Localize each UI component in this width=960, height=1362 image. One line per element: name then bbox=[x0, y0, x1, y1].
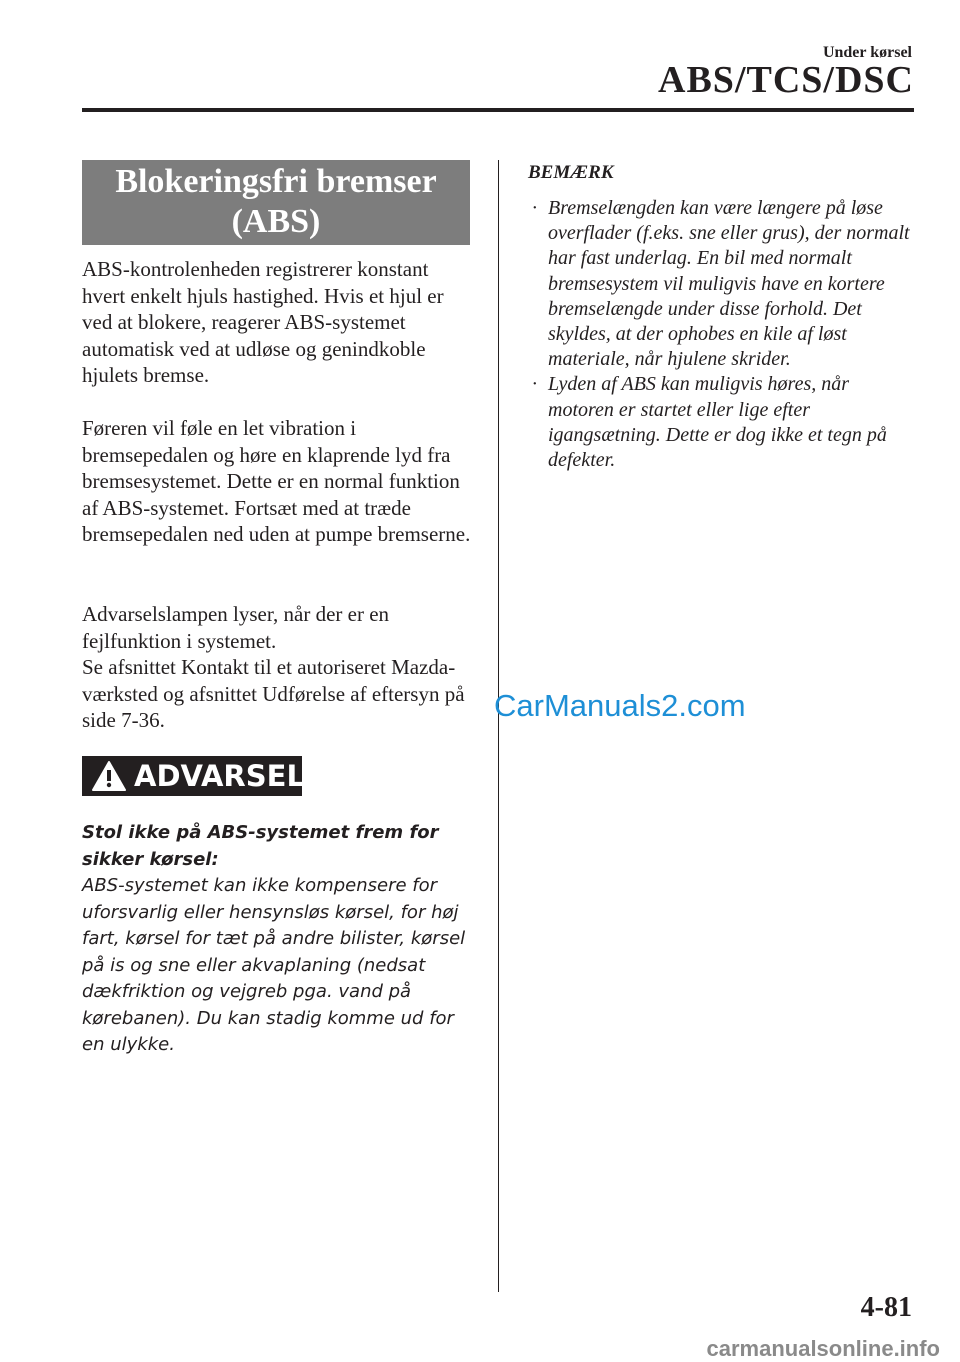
paragraph-vibration: Føreren vil føle en let vibration i bremsepedalen og høre en klaprende lyd fra bremsesystemet. Dette er en normal funktion af ABS-systemet. Fortsæt med at træde bremsepedalen ned uden at pumpe bremserne. bbox=[82, 416, 471, 546]
section-title-line1: Blokeringsfri bremser bbox=[115, 163, 437, 200]
header-section: Under kørsel bbox=[822, 44, 912, 61]
warning-label: ADVARSEL bbox=[134, 759, 305, 793]
body-paragraphs bbox=[82, 256, 474, 389]
warning-triangle-icon bbox=[91, 760, 127, 792]
body-paragraph-block-3 bbox=[82, 601, 474, 734]
note-heading: BEMÆRK bbox=[528, 162, 614, 183]
bullet-icon: · bbox=[532, 197, 537, 219]
warning-heading: Stol ikke på ABS-systemet frem for sikker kørsel: bbox=[82, 822, 439, 870]
warning-text bbox=[82, 820, 482, 1059]
section-title-line2: (ABS) bbox=[231, 203, 321, 240]
note-item bbox=[532, 372, 912, 473]
page-number: 4-81 bbox=[860, 1292, 912, 1323]
paragraph-warning-lamp: Advarselslampen lyser, når der er en fejlfunktion i systemet. bbox=[82, 602, 390, 653]
column-divider bbox=[498, 160, 499, 1292]
warning-body: ABS-systemet kan ikke kompensere for uforsvarlig eller hensynsløs kørsel, for høj fart, kørsel for tæt på andre bilister, kørsel på is og sne eller akvaplaning (nedsat dækfriktion og vejgreb pga. vand på kørebanen). Du kan stadig komme ud for en ulykke. bbox=[82, 875, 466, 1055]
section-title-box bbox=[82, 160, 470, 245]
note-item-text: Bremselængden kan være længere på løse overflader (f.eks. sne eller grus), der normalt har fast underlag. En bil med normalt bremsesystem vil muligvis have en kortere bremselængde under disse forhold. Det skyldes, at der ophobes en kile af løst materiale, når hjulene skrider. bbox=[548, 197, 910, 371]
header-rule bbox=[82, 108, 914, 112]
footer-watermark: carmanualsonline.info bbox=[706, 1336, 940, 1361]
watermark-carmanuals: CarManuals2.com bbox=[494, 688, 746, 723]
paragraph-see-section: Se afsnittet Kontakt til et autoriseret Mazda-værksted og afsnittet Udførelse af eftersyn på side 7-36. bbox=[82, 655, 465, 732]
body-paragraph-block-2 bbox=[82, 415, 474, 548]
paragraph-abs-control: ABS-kontrolenheden registrerer konstant hvert enkelt hjuls hastighed. Hvis et hjul er ved at blokere, reagerer ABS-systemet automatisk ved at udløse og genindkoble hjulets bremse. bbox=[82, 257, 444, 387]
note-list bbox=[532, 196, 912, 473]
header-title: ABS/TCS/DSC bbox=[658, 59, 914, 101]
note-item-text: Lyden af ABS kan muligvis høres, når motoren er startet eller lige efter igangsætning. Dette er dog ikke et tegn på defekter. bbox=[548, 373, 887, 472]
bullet-icon: · bbox=[532, 373, 537, 396]
note-item bbox=[532, 196, 912, 372]
warning-badge bbox=[82, 756, 305, 796]
